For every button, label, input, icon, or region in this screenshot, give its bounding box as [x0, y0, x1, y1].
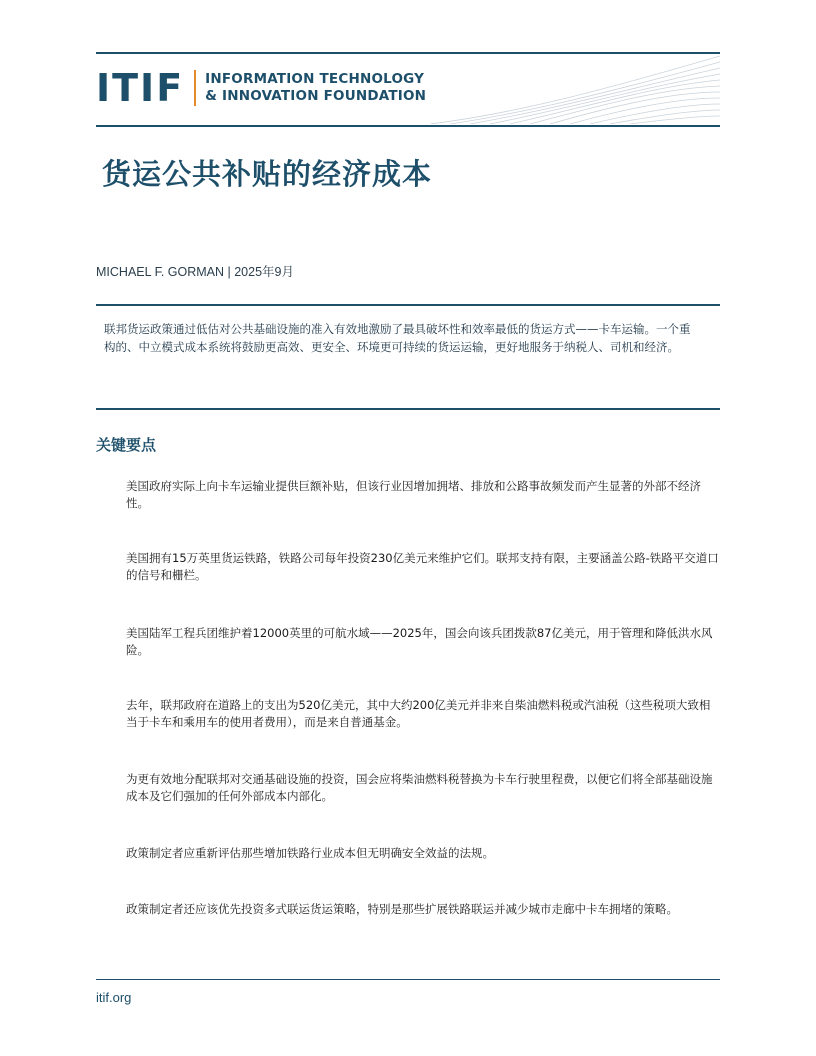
key-point-item: 美国陆军工程兵团维护着12000英里的可航水域——2025年，国会向该兵团拨款87亿美元，用于管理和降低洪水风险。 [126, 626, 713, 657]
key-point-item: 美国拥有15万英里货运铁路，铁路公司每年投资230亿美元来维护它们。联邦支持有限，主要涵盖公路-铁路平交道口的信号和栅栏。 [126, 551, 719, 582]
logo-wordmark [205, 71, 426, 105]
footer-website-link[interactable]: itif.org [96, 990, 132, 1005]
summary-bottom-rule [96, 408, 720, 410]
logo-line-1: INFORMATION TECHNOLOGY [205, 71, 425, 87]
byline: MICHAEL F. GORMAN | 2025年9月 [96, 265, 294, 279]
key-point-item: 美国政府实际上向卡车运输业提供巨额补贴，但该行业因增加拥堵、排放和公路事故频发而产生显著的外部不经济性。 [126, 479, 701, 510]
logo-divider [194, 70, 196, 106]
key-points-heading: 关键要点 [96, 436, 157, 454]
key-point-item: 政策制定者还应该优先投资多式联运货运策略，特别是那些扩展铁路联运并减少城市走廊中卡车拥堵的策略。 [126, 902, 678, 916]
report-title: 货运公共补贴的经济成本 [102, 157, 433, 191]
summary-top-rule [96, 304, 720, 306]
key-point-item: 为更有效地分配联邦对交通基础设施的投资，国会应将柴油燃料税替换为卡车行驶里程费，以便它们将全部基础设施成本及它们强加的任何外部成本内部化。 [126, 772, 713, 803]
header-bottom-rule [96, 125, 720, 127]
logo-mark: ITIF [96, 66, 185, 110]
key-point-item: 去年，联邦政府在道路上的支出为520亿美元，其中大约200亿美元并非来自柴油燃料税或汽油税（这些税项大致相当于卡车和乘用车的使用者费用），而是来自普通基金。 [126, 698, 711, 729]
key-point-item: 政策制定者应重新评估那些增加铁路行业成本但无明确安全效益的法规。 [126, 846, 494, 860]
header-swoosh-graphic [430, 54, 720, 124]
summary-text: 联邦货运政策通过低估对公共基础设施的准入有效地激励了最具破坏性和效率最低的货运方式——卡车运输。一个重构的、中立模式成本系统将鼓励更高效、更安全、环境更可持续的货运运输，更好地服务于纳税人、司机和经济。 [104, 322, 691, 354]
itif-logo[interactable] [96, 66, 426, 110]
footer-rule [96, 979, 720, 980]
logo-line-2: & INNOVATION FOUNDATION [205, 88, 427, 104]
